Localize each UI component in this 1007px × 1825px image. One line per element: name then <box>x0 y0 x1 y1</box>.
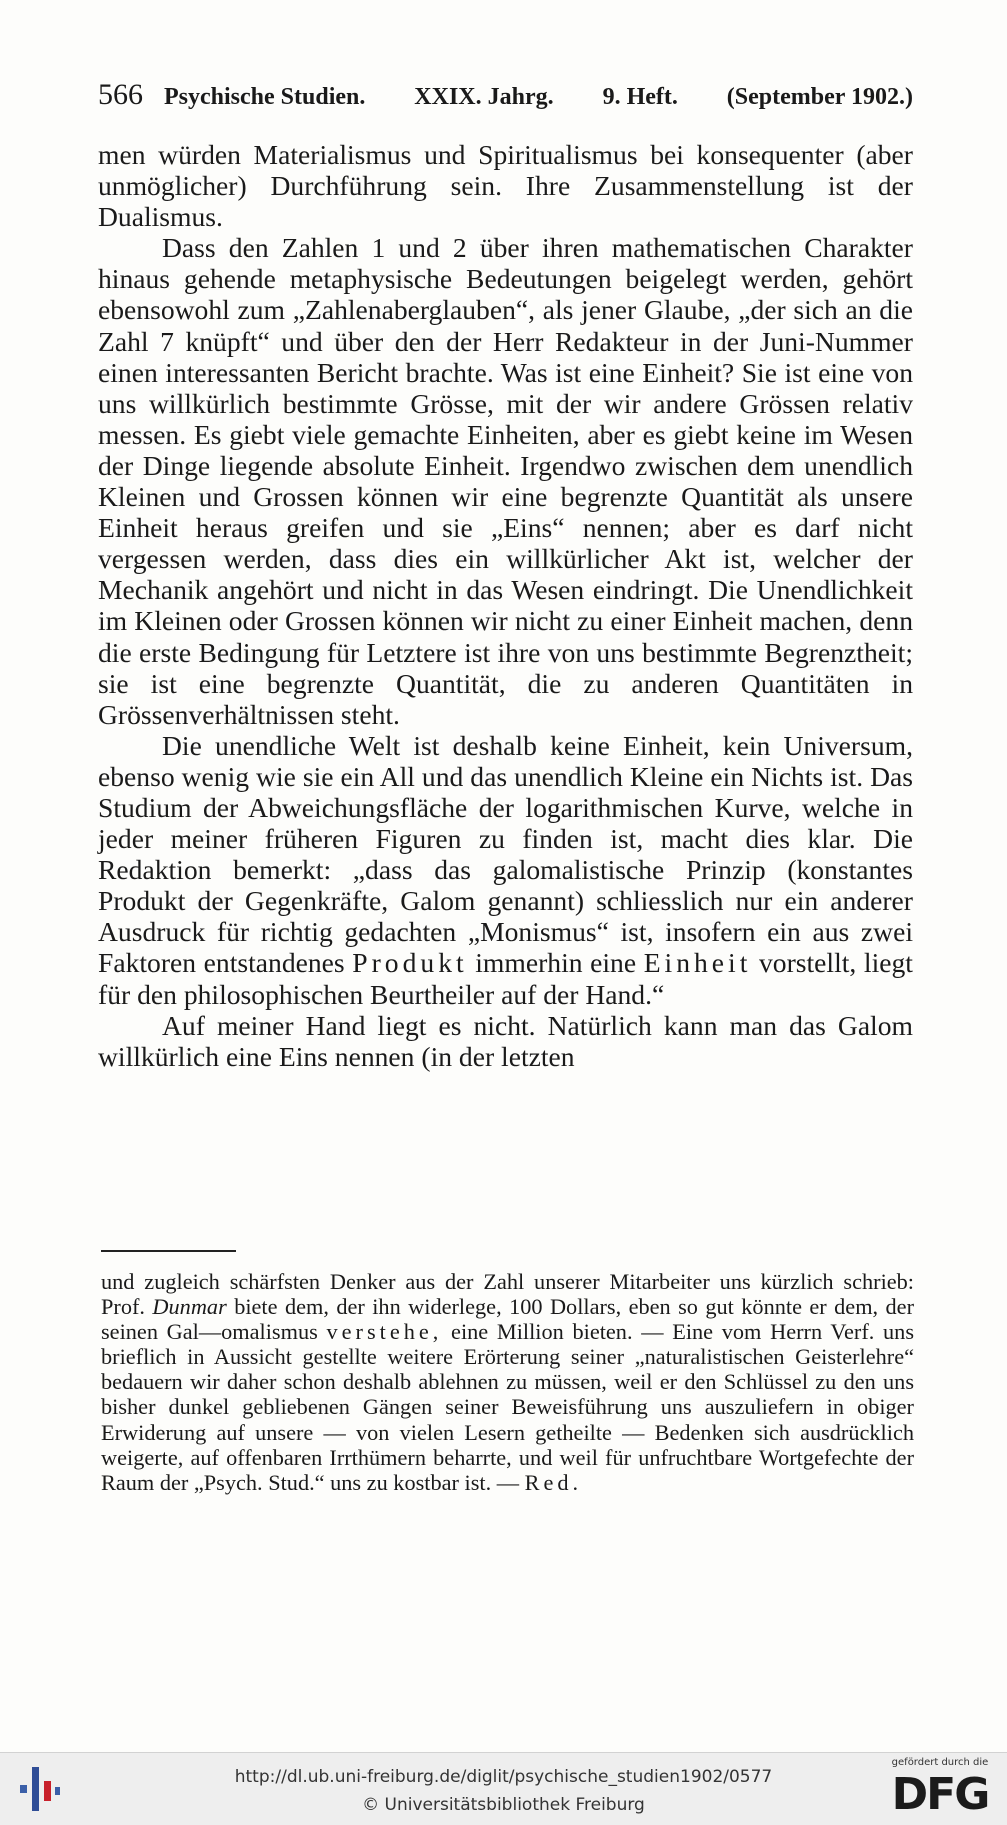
viewer-footer <box>0 1752 1007 1825</box>
paragraph: Dass den Zahlen 1 und 2 über ihren mathematischen Charakter hinaus gehende metaphysische Bedeutungen beigelegt werden, gehört ebensowohl zum „Zahlenaberglauben“, als jener Glaube, „der sich an die Zahl 7 knüpft“ und über den der Herr Redakteur in der Juni-Nummer einen interessanten Bericht brachte. Was ist eine Einheit? Sie ist eine von uns willkürlich bestimmte Grösse, mit der wir andere Grössen relativ messen. Es giebt viele gemachte Einheiten, aber es giebt keine im Wesen der Dinge liegende absolute Einheit. Irgendwo zwischen dem unendlich Kleinen und Grossen können wir eine begrenzte Quantität als unsere Einheit heraus greifen und sie „Eins“ nennen; aber es darf nicht vergessen werden, dass dies ein willkürlicher Akt ist, welcher der Mechanik angehört und nicht in das Wesen eindringt. Die Unendlichkeit im Kleinen oder Grossen können wir nicht zu einer Einheit machen, denn die erste Bedingung für Letztere ist ihre von uns bestimmte Begrenztheit; sie ist eine begrenzte Quantität, die zu anderen Quantitäten in Grössenverhältnissen steht. <box>98 232 913 730</box>
footnote-segment: eine Million bieten. — Eine vom Herrn Verf. uns brieflich in Aussicht gestellte weitere Erörterung seiner „naturalistischen Geisterlehre“ bedauern wir daher schon deshalb ablehnen zu müssen, weil er den Schlüssel zu den uns bisher dunkel gebliebenen Gängen seiner Beweisführung uns auszuliefern in obiger Erwiderung auf unsere — von vielen Lesern getheilte — Bedenken sich ausdrücklich weigerte, auf offenbaren Irrthümern beharrte, und weil für unfruchtbare Wortgefechte der Raum der „Psych. Stud.“ uns zu kostbar ist. — <box>101 1319 915 1495</box>
footnote-divider <box>101 1250 236 1252</box>
editor-signature: Red. <box>524 1469 583 1495</box>
volume-label: XXIX. Jahrg. <box>414 84 554 110</box>
issue-label: 9. Heft. <box>602 84 678 110</box>
dfg-tagline: gefördert durch die <box>891 1757 989 1768</box>
spaced-word: verstehe, <box>326 1319 443 1345</box>
paragraph: men würden Materialismus und Spiritualismus bei konsequenter (aber unmöglicher) Durchführung sein. Ihre Zusammenstellung ist der Dualismus. <box>98 139 913 233</box>
issue-date: (September 1902.) <box>726 84 913 110</box>
paragraph-text: vorstellt, liegt für den philosophischen Beurtheiler auf der Hand.“ <box>98 947 913 1010</box>
footnote-segment: und zugleich schärfsten Denker aus der Zahl unserer Mitarbeiter uns kürzlich schrieb: Prof. <box>101 1269 914 1320</box>
spaced-word: Einheit <box>643 947 752 979</box>
paragraph-text: Die unendliche Welt ist deshalb keine Einheit, kein Universum, ebenso wenig wie sie ein All und das unendlich Kleine ein Nichts ist. Das Studium der Abweichungsfläche der logarithmischen Kurve, welche in jeder meiner früheren Figuren zu finden ist, macht dies klar. Die Redaktion bemerkt: „dass das galomalistische Prinzip (konstantes Produkt der Gegenkräfte, Galom genannt) schliesslich nur ein anderer Ausdruck für richtig gedachten „Monismus“ ist, insofern ein aus zwei Faktoren entstandenes <box>98 729 913 979</box>
running-header <box>164 84 913 111</box>
source-url-link[interactable]: http://dl.ub.uni-freiburg.de/diglit/psychische_studien1902/0577 <box>234 1767 773 1787</box>
journal-title: Psychische Studien. <box>164 84 366 110</box>
page-header <box>98 78 913 112</box>
footnote-segment: biete dem, der ihn widerlege, 100 Dollars, eben so gut könnte er dem, der seinen Gal—omalismus <box>101 1294 915 1345</box>
body-text <box>98 139 913 1072</box>
footnote-text <box>101 1269 914 1495</box>
spaced-word: Produkt <box>352 947 468 979</box>
paragraph <box>98 730 913 1010</box>
page-number: 566 <box>98 78 143 111</box>
paragraph: Auf meiner Hand liegt es nicht. Natürlich kann man das Galom willkürlich eine Eins nennen (in der letzten <box>98 1009 913 1072</box>
footnote <box>101 1269 914 1495</box>
copyright-notice: © Universitätsbibliothek Freiburg <box>362 1795 645 1815</box>
dfg-logo: DFG <box>891 1769 989 1820</box>
author-name: Dunmar <box>152 1294 227 1320</box>
paragraph-text: immerhin eine <box>475 947 637 979</box>
